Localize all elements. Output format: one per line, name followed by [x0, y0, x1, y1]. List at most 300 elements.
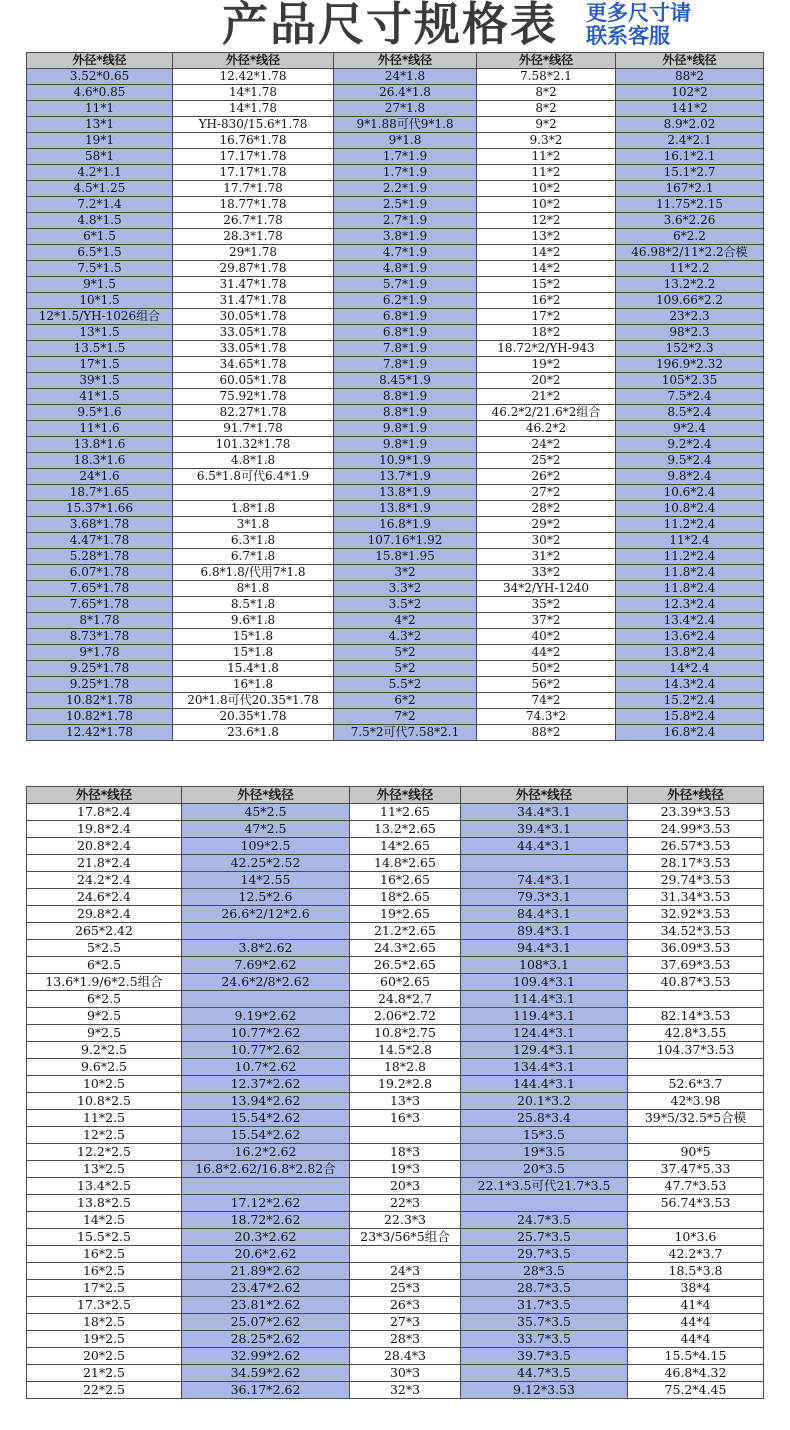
- table-cell: 20*3.5: [461, 1161, 628, 1178]
- column-header: 外径*线径: [616, 53, 764, 69]
- table-cell: 19*2.5: [27, 1331, 182, 1348]
- table-cell: 1.7*1.9: [334, 165, 477, 181]
- table-cell: 20*3: [350, 1178, 461, 1195]
- table-cell: 18*2.5: [27, 1314, 182, 1331]
- table-cell: 11*2.2: [616, 261, 764, 277]
- table-cell: 3*2: [334, 565, 477, 581]
- table-cell: 108*3.1: [461, 957, 628, 974]
- page-title: 产品尺寸规格表: [222, 0, 558, 51]
- table-cell: 39.7*3.5: [461, 1348, 628, 1365]
- table-cell: 6*2.2: [616, 229, 764, 245]
- table-cell: 3.6*2.26: [616, 213, 764, 229]
- table-cell: 24.7*3.5: [461, 1212, 628, 1229]
- table-cell: 41*4: [628, 1297, 764, 1314]
- table-cell: 39*5/32.5*5合模: [628, 1110, 764, 1127]
- table-cell: 13.6*2.4: [616, 629, 764, 645]
- table-cell: 42.25*2.52: [182, 855, 350, 872]
- table-cell: 8.5*2.4: [616, 405, 764, 421]
- column-header: 外径*线径: [461, 787, 628, 804]
- table-row: [27, 581, 764, 597]
- table-row: [27, 991, 764, 1008]
- table-cell: 7.2*1.4: [27, 197, 173, 213]
- table-row: [27, 1263, 764, 1280]
- table-cell: 11.2*2.4: [616, 517, 764, 533]
- table-cell: 10.8*2.75: [350, 1025, 461, 1042]
- table-cell: 2.5*1.9: [334, 197, 477, 213]
- table-cell: 27*3: [350, 1314, 461, 1331]
- table-cell: 11*2.65: [350, 804, 461, 821]
- table-cell: 35*2: [477, 597, 616, 613]
- table-cell: 17*2: [477, 309, 616, 325]
- table-row: [27, 1297, 764, 1314]
- table-cell: 13.8*2.4: [616, 645, 764, 661]
- table-cell: 13.8*1.9: [334, 485, 477, 501]
- table-cell: 21.8*2.4: [27, 855, 182, 872]
- table-cell: 74.3*2: [477, 709, 616, 725]
- table-row: [27, 1365, 764, 1382]
- table-cell: 27*2: [477, 485, 616, 501]
- table-row: [27, 940, 764, 957]
- column-header: 外径*线径: [334, 53, 477, 69]
- table-cell: 20.6*2.62: [182, 1246, 350, 1263]
- table-cell: 4.47*1.78: [27, 533, 173, 549]
- table-cell: 26*3: [350, 1297, 461, 1314]
- table-cell: 18*2: [477, 325, 616, 341]
- table-cell: 42.8*3.55: [628, 1025, 764, 1042]
- table-cell: 14.3*2.4: [616, 677, 764, 693]
- table-cell: 20.3*2.62: [182, 1229, 350, 1246]
- table-cell: 109*2.5: [182, 838, 350, 855]
- table-cell: 17.17*1.78: [173, 165, 334, 181]
- table-cell: 16*2.5: [27, 1246, 182, 1263]
- table-cell: 5.5*2: [334, 677, 477, 693]
- table-cell: 109.4*3.1: [461, 974, 628, 991]
- table-cell: 37*2: [477, 613, 616, 629]
- table-cell: 114.4*3.1: [461, 991, 628, 1008]
- table-cell: 9.6*2.5: [27, 1059, 182, 1076]
- table-cell: 16.2*2.62: [182, 1144, 350, 1161]
- table-cell: 10*2: [477, 197, 616, 213]
- table-row: [27, 645, 764, 661]
- table-cell: 46.98*2/11*2.2合模: [616, 245, 764, 261]
- table-cell: 28.3*1.78: [173, 229, 334, 245]
- table-row: [27, 1229, 764, 1246]
- table-cell: 23.6*1.8: [173, 725, 334, 741]
- table-cell: 109.66*2.2: [616, 293, 764, 309]
- table-cell: 6*2.5: [27, 957, 182, 974]
- table-cell: 26*2: [477, 469, 616, 485]
- table-cell: 19.8*2.4: [27, 821, 182, 838]
- table-row: [27, 69, 764, 85]
- table-row: [27, 1246, 764, 1263]
- table-cell: 24.8*2.7: [350, 991, 461, 1008]
- table-row: [27, 821, 764, 838]
- table-cell: 41*1.5: [27, 389, 173, 405]
- table-cell: 36.09*3.53: [628, 940, 764, 957]
- table-cell: 31.34*3.53: [628, 889, 764, 906]
- table-cell: 9.6*1.8: [173, 613, 334, 629]
- table-cell: 8.45*1.9: [334, 373, 477, 389]
- table-cell: 42.2*3.7: [628, 1246, 764, 1263]
- table-row: [27, 165, 764, 181]
- table-cell: 15.37*1.66: [27, 501, 173, 517]
- table-cell: 74*2: [477, 693, 616, 709]
- table-cell: 16*3: [350, 1110, 461, 1127]
- table-cell: 12*2.5: [27, 1127, 182, 1144]
- table-cell: 24.2*2.4: [27, 872, 182, 889]
- table-cell: 16*2: [477, 293, 616, 309]
- table-row: [27, 389, 764, 405]
- table-cell: 141*2: [616, 101, 764, 117]
- table-cell: 9*2.5: [27, 1025, 182, 1042]
- table-cell: 6.8*1.9: [334, 309, 477, 325]
- table-cell: 31.47*1.78: [173, 293, 334, 309]
- table-cell: 47.7*3.53: [628, 1178, 764, 1195]
- table-cell: 129.4*3.1: [461, 1042, 628, 1059]
- table-cell: 14*2.55: [182, 872, 350, 889]
- table-cell: 10.77*2.62: [182, 1025, 350, 1042]
- table-cell: 4.8*1.5: [27, 213, 173, 229]
- table-cell: 35.7*3.5: [461, 1314, 628, 1331]
- table-cell: 11.2*2.4: [616, 549, 764, 565]
- table-cell: 31*2: [477, 549, 616, 565]
- table-cell: 18.5*3.8: [628, 1263, 764, 1280]
- table-cell: 21*2: [477, 389, 616, 405]
- table-row: [27, 974, 764, 991]
- table-row: [27, 1161, 764, 1178]
- table-cell: 13.4*2.5: [27, 1178, 182, 1195]
- table-cell: 4.6*0.85: [27, 85, 173, 101]
- table-row: [27, 501, 764, 517]
- table-cell: 134.4*3.1: [461, 1059, 628, 1076]
- table-cell: 27*1.8: [334, 101, 477, 117]
- contact-line-2: 联系客服: [586, 24, 670, 48]
- table-row: [27, 245, 764, 261]
- table-cell: 9.2*2.5: [27, 1042, 182, 1059]
- table-cell: 2.2*1.9: [334, 181, 477, 197]
- table-row: [27, 1195, 764, 1212]
- table-row: [27, 293, 764, 309]
- table-cell: 44.4*3.1: [461, 838, 628, 855]
- table-cell: 58*1: [27, 149, 173, 165]
- table-cell: 82.14*3.53: [628, 1008, 764, 1025]
- table-row: [27, 325, 764, 341]
- table-cell: 12.5*2.6: [182, 889, 350, 906]
- table-row: [27, 517, 764, 533]
- table-cell: 28*2: [477, 501, 616, 517]
- table-cell: 3.5*2: [334, 597, 477, 613]
- table-cell: [350, 1127, 461, 1144]
- table-cell: 11*2.4: [616, 533, 764, 549]
- table-cell: 34.4*3.1: [461, 804, 628, 821]
- table-cell: [350, 1246, 461, 1263]
- table-cell: 15.8*2.4: [616, 709, 764, 725]
- table-row: [27, 1144, 764, 1161]
- table-cell: 15.54*2.62: [182, 1110, 350, 1127]
- table-cell: 13.8*2.5: [27, 1195, 182, 1212]
- table-cell: 32*3: [350, 1382, 461, 1399]
- table-row: [27, 1382, 764, 1399]
- table-cell: 20*2.5: [27, 1348, 182, 1365]
- table-cell: 9*2: [477, 117, 616, 133]
- table-cell: 15.1*2.7: [616, 165, 764, 181]
- table-cell: 25*3: [350, 1280, 461, 1297]
- table-cell: 4.8*1.8: [173, 453, 334, 469]
- table-cell: 12.42*1.78: [27, 725, 173, 741]
- table-cell: 22*3: [350, 1195, 461, 1212]
- table-cell: 12.42*1.78: [173, 69, 334, 85]
- table-cell: 6*2.5: [27, 991, 182, 1008]
- table-cell: [461, 855, 628, 872]
- table-cell: 29*2: [477, 517, 616, 533]
- table-row: [27, 101, 764, 117]
- table-row: [27, 725, 764, 741]
- table-cell: 30*2: [477, 533, 616, 549]
- table-cell: 28.4*3: [350, 1348, 461, 1365]
- table-cell: 29.7*3.5: [461, 1246, 628, 1263]
- table-cell: 88*2: [616, 69, 764, 85]
- table-cell: 11.8*2.4: [616, 565, 764, 581]
- table-cell: 9.25*1.78: [27, 677, 173, 693]
- table-cell: 13.2*2.65: [350, 821, 461, 838]
- table-cell: 13.8*1.9: [334, 501, 477, 517]
- table-cell: 13*1: [27, 117, 173, 133]
- table-cell: 11*2.5: [27, 1110, 182, 1127]
- table-row: [27, 677, 764, 693]
- table-cell: 9.2*2.4: [616, 437, 764, 453]
- table-cell: 15.8*1.95: [334, 549, 477, 565]
- table-cell: 15*2: [477, 277, 616, 293]
- table-cell: 10.7*2.62: [182, 1059, 350, 1076]
- table-cell: 14*2.65: [350, 838, 461, 855]
- table-cell: [628, 991, 764, 1008]
- table-row: [27, 1110, 764, 1127]
- table-cell: 26.7*1.78: [173, 213, 334, 229]
- table-row: [27, 117, 764, 133]
- table-cell: 28.25*2.62: [182, 1331, 350, 1348]
- table-row: [27, 872, 764, 889]
- table-cell: 84.4*3.1: [461, 906, 628, 923]
- table-cell: 3.8*2.62: [182, 940, 350, 957]
- table-cell: 7.58*2.1: [477, 69, 616, 85]
- table-cell: 16.8*1.9: [334, 517, 477, 533]
- table-row: [27, 357, 764, 373]
- table-row: [27, 889, 764, 906]
- table-cell: 10*1.5: [27, 293, 173, 309]
- table-cell: 265*2.42: [27, 923, 182, 940]
- table-cell: 3.3*2: [334, 581, 477, 597]
- table-cell: 167*2.1: [616, 181, 764, 197]
- table-row: [27, 1127, 764, 1144]
- table-cell: 29.74*3.53: [628, 872, 764, 889]
- table-cell: 26.6*2/12*2.6: [182, 906, 350, 923]
- table-cell: 7.5*2.4: [616, 389, 764, 405]
- table-row: [27, 1212, 764, 1229]
- table-cell: 19.2*2.8: [350, 1076, 461, 1093]
- table-cell: 9.19*2.62: [182, 1008, 350, 1025]
- table-cell: 16.76*1.78: [173, 133, 334, 149]
- table-cell: 18*2.65: [350, 889, 461, 906]
- table-cell: 15.5*2.5: [27, 1229, 182, 1246]
- table-row: [27, 261, 764, 277]
- table-cell: 24*2: [477, 437, 616, 453]
- table-cell: 13.8*1.6: [27, 437, 173, 453]
- table-row: [27, 549, 764, 565]
- size-table-1: [26, 52, 764, 741]
- table-cell: 107.16*1.92: [334, 533, 477, 549]
- table-cell: 23.47*2.62: [182, 1280, 350, 1297]
- table-cell: 21*2.5: [27, 1365, 182, 1382]
- table-cell: 12*2: [477, 213, 616, 229]
- table-cell: 11.8*2.4: [616, 581, 764, 597]
- table-cell: 24*1.8: [334, 69, 477, 85]
- table-cell: 98*2.3: [616, 325, 764, 341]
- table-cell: 12.3*2.4: [616, 597, 764, 613]
- table-cell: 39.4*3.1: [461, 821, 628, 838]
- table-cell: 8*1.78: [27, 613, 173, 629]
- table-cell: 2.7*1.9: [334, 213, 477, 229]
- table-cell: 8*1.8: [173, 581, 334, 597]
- size-table-2: [26, 786, 764, 1399]
- table-cell: 90*5: [628, 1144, 764, 1161]
- table-row: [27, 1280, 764, 1297]
- table-cell: 16*1.8: [173, 677, 334, 693]
- table-cell: 21.89*2.62: [182, 1263, 350, 1280]
- table-cell: 11.75*2.15: [616, 197, 764, 213]
- table-cell: 3.52*0.65: [27, 69, 173, 85]
- table-cell: 10.77*2.62: [182, 1042, 350, 1059]
- table-cell: 6*1.5: [27, 229, 173, 245]
- table-cell: 46.2*2: [477, 421, 616, 437]
- table-row: [27, 485, 764, 501]
- table-row: [27, 923, 764, 940]
- table-cell: 17*1.5: [27, 357, 173, 373]
- table-cell: 1.8*1.8: [173, 501, 334, 517]
- table-cell: 13*2: [477, 229, 616, 245]
- table-cell: 18*3: [350, 1144, 461, 1161]
- table-cell: 24.99*3.53: [628, 821, 764, 838]
- table-cell: 34*2/YH-1240: [477, 581, 616, 597]
- table-cell: 37.69*3.53: [628, 957, 764, 974]
- table-cell: 11*1: [27, 101, 173, 117]
- table-cell: 11*2: [477, 149, 616, 165]
- table-cell: 18*2.8: [350, 1059, 461, 1076]
- table-cell: 47*2.5: [182, 821, 350, 838]
- table-cell: 8.8*1.9: [334, 389, 477, 405]
- table-cell: 23*2.3: [616, 309, 764, 325]
- table-cell: 52.6*3.7: [628, 1076, 764, 1093]
- table-cell: 9.12*3.53: [461, 1382, 628, 1399]
- table-cell: 23.81*2.62: [182, 1297, 350, 1314]
- table-cell: 10*2: [477, 181, 616, 197]
- table-cell: 9.8*1.9: [334, 437, 477, 453]
- table-cell: 14*2.4: [616, 661, 764, 677]
- table-cell: 24*1.6: [27, 469, 173, 485]
- table-row: [27, 661, 764, 677]
- table-row: [27, 1331, 764, 1348]
- table-cell: 34.65*1.78: [173, 357, 334, 373]
- table-cell: [628, 1127, 764, 1144]
- table-cell: 7.65*1.78: [27, 581, 173, 597]
- column-header: 外径*线径: [173, 53, 334, 69]
- table-cell: 104.37*3.53: [628, 1042, 764, 1059]
- table-cell: 25.8*3.4: [461, 1110, 628, 1127]
- table-cell: 13*2.5: [27, 1161, 182, 1178]
- table-cell: 20.8*2.4: [27, 838, 182, 855]
- table-cell: 6.7*1.8: [173, 549, 334, 565]
- contact-note: [586, 2, 691, 48]
- table-cell: 7.69*2.62: [182, 957, 350, 974]
- table-cell: 40*2: [477, 629, 616, 645]
- table-cell: 5*2: [334, 661, 477, 677]
- table-cell: 12.2*2.5: [27, 1144, 182, 1161]
- table-cell: 26.5*2.65: [350, 957, 461, 974]
- table-cell: 1.7*1.9: [334, 149, 477, 165]
- table-cell: 14*2: [477, 261, 616, 277]
- table-cell: 20.35*1.78: [173, 709, 334, 725]
- table-cell: [461, 1195, 628, 1212]
- table-cell: 15.54*2.62: [182, 1127, 350, 1144]
- table-cell: 14.8*2.65: [350, 855, 461, 872]
- table-cell: 17.7*1.78: [173, 181, 334, 197]
- table-cell: [173, 485, 334, 501]
- table-cell: 15.5*4.15: [628, 1348, 764, 1365]
- table-cell: 17*2.5: [27, 1280, 182, 1297]
- table-cell: 75.92*1.78: [173, 389, 334, 405]
- table-cell: 6.07*1.78: [27, 565, 173, 581]
- table-row: [27, 709, 764, 725]
- table-cell: 9*1.8: [334, 133, 477, 149]
- table-cell: 6.2*1.9: [334, 293, 477, 309]
- column-header: 外径*线径: [27, 787, 182, 804]
- table-row: [27, 453, 764, 469]
- table-cell: 3.68*1.78: [27, 517, 173, 533]
- table-cell: 94.4*3.1: [461, 940, 628, 957]
- table-cell: 32.92*3.53: [628, 906, 764, 923]
- table-cell: 23*3/56*5组合: [350, 1229, 461, 1246]
- table-cell: 18.77*1.78: [173, 197, 334, 213]
- table-row: [27, 565, 764, 581]
- table-cell: 32.99*2.62: [182, 1348, 350, 1365]
- table-cell: 16.8*2.62/16.8*2.82合: [182, 1161, 350, 1178]
- table-cell: 17.8*2.4: [27, 804, 182, 821]
- table-row: [27, 597, 764, 613]
- table-cell: 8*2: [477, 101, 616, 117]
- table-cell: 2.06*2.72: [350, 1008, 461, 1025]
- table-cell: YH-830/15.6*1.78: [173, 117, 334, 133]
- table-cell: 28*3: [350, 1331, 461, 1348]
- table-row: [27, 1008, 764, 1025]
- table-row: [27, 957, 764, 974]
- table-cell: 10.82*1.78: [27, 709, 173, 725]
- table-cell: 9.3*2: [477, 133, 616, 149]
- table-row: [27, 629, 764, 645]
- table-cell: 74.4*3.1: [461, 872, 628, 889]
- table-row: [27, 693, 764, 709]
- table-cell: 30*3: [350, 1365, 461, 1382]
- table-cell: 16.1*2.1: [616, 149, 764, 165]
- table-cell: 18.7*1.65: [27, 485, 173, 501]
- table-cell: 29.8*2.4: [27, 906, 182, 923]
- table-cell: 18.3*1.6: [27, 453, 173, 469]
- table-cell: 22*2.5: [27, 1382, 182, 1399]
- table-cell: 20*2: [477, 373, 616, 389]
- table-cell: 7.8*1.9: [334, 357, 477, 373]
- table-cell: 44.7*3.5: [461, 1365, 628, 1382]
- table-cell: 12.37*2.62: [182, 1076, 350, 1093]
- table-cell: 46.8*4.32: [628, 1365, 764, 1382]
- table-cell: 13.7*1.9: [334, 469, 477, 485]
